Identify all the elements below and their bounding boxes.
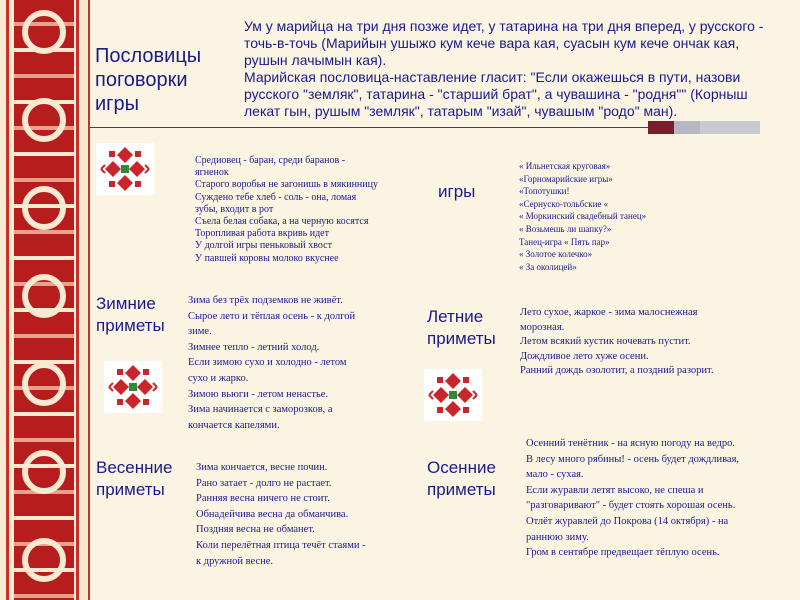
border-edge-line (88, 0, 90, 600)
header-divider (90, 127, 710, 128)
list-item: Зима кончается, весне почин. (196, 462, 328, 473)
autumn-heading (427, 457, 496, 501)
list-item: Средиовец - баран, среди баранов - (195, 155, 346, 166)
list-item: « Ильнетская круговая» (519, 161, 611, 171)
accent-bar (700, 121, 760, 134)
list-item: кончается капелями. (188, 419, 280, 431)
list-item: "разговаривают" - будет стоять хорошая осень. (526, 500, 736, 512)
summer-signs-list (520, 306, 713, 379)
list-item: Старого воробья не загонишь в мякинницу (195, 179, 378, 191)
heading-line: Весенние (96, 458, 173, 477)
list-item: « За околицей» (519, 261, 577, 272)
list-item: ягненок (195, 167, 229, 179)
heading-line: приметы (427, 329, 496, 348)
intro-line: рушын лачымын кая). (244, 52, 387, 68)
list-item: Съела белая собака, а на черную косятся (195, 216, 369, 228)
border-swirl (22, 274, 66, 318)
list-item: «Топотушки! (519, 186, 570, 197)
list-item: зиме. (188, 326, 212, 338)
list-item: «Сернуско-тольбские « (519, 198, 609, 209)
games-list (519, 160, 646, 273)
accent-bar (648, 121, 674, 134)
list-item: Зима без трёх подземков не живёт. (188, 295, 343, 306)
border-swirl (22, 186, 66, 230)
page-title (95, 44, 235, 116)
border-swirl (22, 538, 66, 582)
list-item: Дождливое лето хуже осени. (520, 350, 649, 362)
winter-signs-list (188, 293, 355, 433)
list-item: Торопливая работа вкривь идет (195, 228, 329, 240)
intro-line: лекат гын, рушым "земляк", татарым "изай", чувашым "родо" ман). (244, 103, 678, 119)
games-heading: игры (438, 182, 476, 201)
list-item: мало - сухая. (526, 469, 584, 481)
accent-bar (674, 121, 700, 134)
proverbs-list (195, 155, 378, 265)
list-item: Если журавли летят высоко, не спеша и (526, 484, 704, 496)
list-item: сухо и жарко. (188, 372, 249, 384)
list-item: « Золотое колечко» (519, 249, 593, 260)
list-item: Зима начинается с заморозков, а (188, 404, 333, 416)
border-swirl (22, 450, 66, 494)
list-item: Рано затает - долго не растает. (196, 477, 332, 489)
heading-line: Осенние (427, 458, 496, 477)
border-swirl (22, 10, 66, 54)
list-item: « Моркинский свадебный танец» (519, 211, 647, 222)
border-swirl (22, 98, 66, 142)
list-item: Зимою вьюги - летом ненастье. (188, 388, 329, 400)
intro-line: русского "земляк", татарина - "старший брат", а чувашина - "родня"" (Корныш (244, 86, 748, 102)
list-item: Ранний дождь озолотит, а поздний разорит. (520, 365, 714, 377)
list-item: Зимнее тепло - летний холод. (188, 341, 320, 353)
list-item: Суждено тебе хлеб - соль - она, ломая (195, 191, 357, 203)
list-item: У долгой игры пеньковый хвост (195, 240, 332, 252)
list-item: Обнадейчива весна да обманчива. (196, 508, 349, 520)
list-item: к дружной весне. (196, 555, 274, 567)
heading-line: приметы (96, 480, 165, 499)
list-item: Танец-игра « Пять пар» (519, 236, 610, 247)
list-item: « Возьмешь ли шапку?» (519, 223, 612, 234)
intro-line: точь-в-точь (Марийын ушыжо кум кече вара кая, суасын кум кече ончак кая, (244, 35, 740, 51)
spring-heading (96, 457, 172, 501)
intro-line: Марийская пословица-наставление гласит: "Если окажешься в пути, назови (244, 69, 741, 85)
list-item: Гром в сентябре предвещает тёплую осень. (526, 547, 720, 559)
heading-line: приметы (96, 316, 165, 335)
heading-line: Зимние (96, 294, 156, 313)
list-item: Летом всякий кустик ночевать пустит. (520, 336, 691, 348)
list-item: В лесу много рябины! - осень будет дождливая, (526, 453, 740, 465)
heading-line: Летние (427, 307, 484, 326)
list-item: морозная. (520, 321, 565, 333)
spring-signs-list (196, 460, 366, 569)
summer-heading (427, 306, 496, 350)
mari-ornament-icon (104, 361, 162, 413)
list-item: Сырое лето и тёплая осень - к долгой (188, 310, 356, 322)
list-item: «Горномарийские игры» (519, 173, 613, 184)
list-item: зубы, входит в рот (195, 203, 274, 215)
list-item: раннюю зиму. (526, 531, 589, 543)
title-line: игры (95, 93, 139, 115)
title-line: Пословицы (95, 45, 202, 67)
list-item: Отлёт журавлей до Покрова (14 октября) - на (526, 515, 729, 527)
list-item: Лето сухое, жаркое - зима малоснежная (520, 307, 698, 318)
list-item: Ранняя весна ничего не стоит. (196, 493, 330, 505)
list-item: Поздняя весна не обманет. (196, 524, 315, 536)
intro-text (244, 18, 789, 120)
title-line: поговорки (95, 69, 188, 91)
list-item: Если зимою сухо и холодно - летом (188, 357, 347, 369)
list-item: У павшей коровы молоко вкуснее (195, 252, 339, 264)
winter-heading (96, 293, 165, 337)
border-swirl (22, 362, 66, 406)
list-item: Коли перелётная птица течёт стаями - (196, 539, 366, 551)
autumn-signs-list (526, 436, 739, 561)
ornamental-border (0, 0, 88, 600)
list-item: Осенний тенётник - на ясную погоду на ведро. (526, 438, 735, 449)
mari-ornament-icon (424, 369, 482, 421)
intro-line: Ум у марийца на три дня позже идет, у татарина на три дня вперед, у русского - (244, 18, 764, 34)
mari-ornament-icon (96, 143, 154, 195)
heading-line: приметы (427, 480, 496, 499)
